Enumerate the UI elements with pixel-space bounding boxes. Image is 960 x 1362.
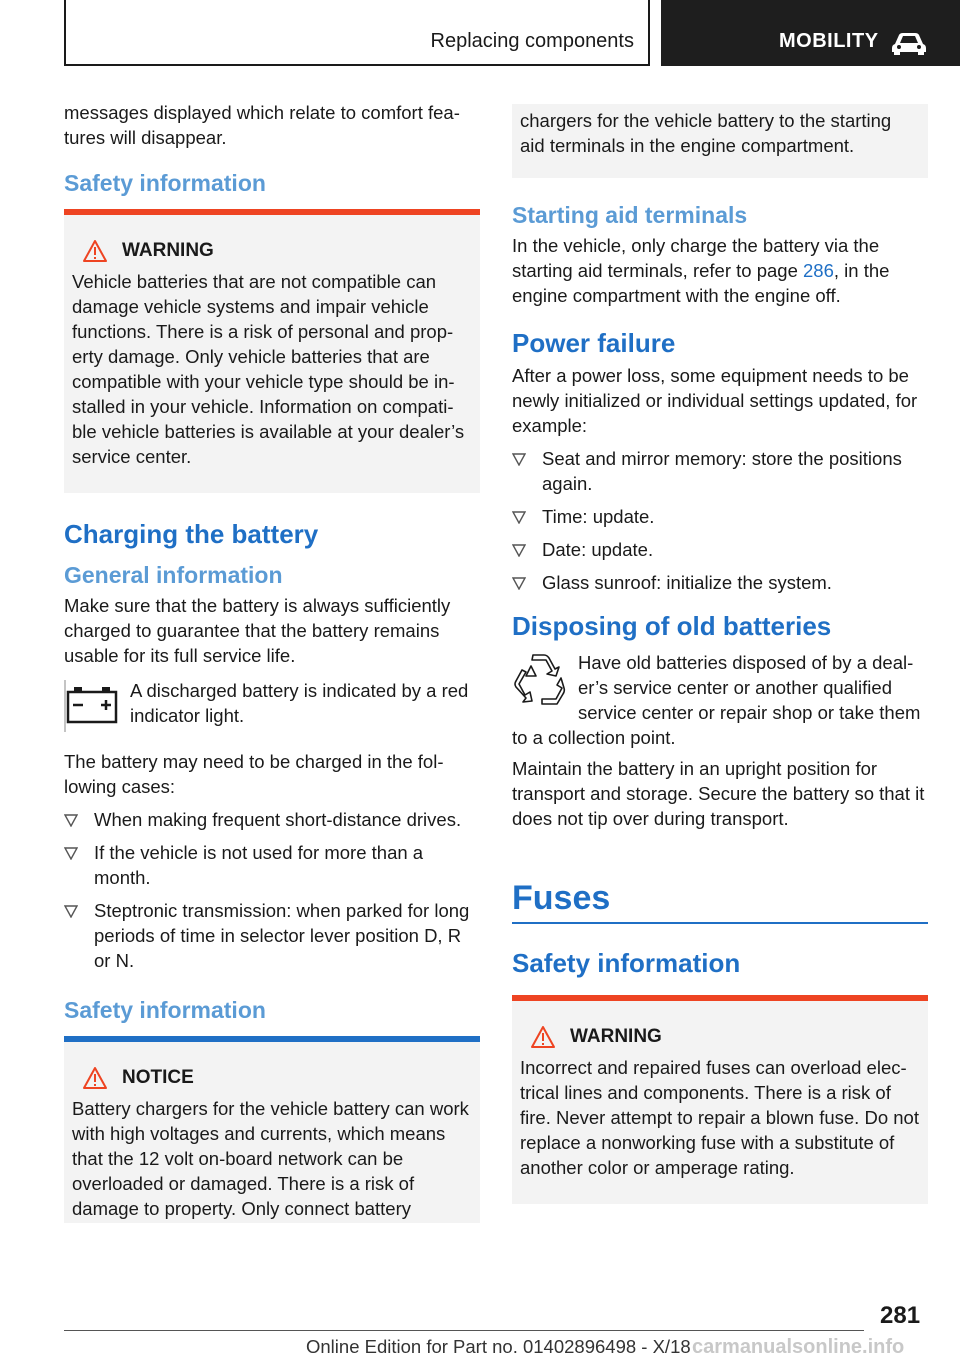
right-column: [512, 104, 928, 1204]
indicator-text: A discharged battery is indicated by a red indicator light.: [130, 680, 469, 726]
list-item: Date: update.: [512, 537, 928, 562]
power-heading: Power failure: [512, 328, 676, 358]
warning-text: Vehicle batteries that are not compatible can damage vehicle systems and impair vehicle functions. There is a risk of personal and prop-erty damage. Only vehicle batteries that are compatible with your vehicle type should be in-stalled in your vehicle. Information on compati-ble vehicle batteries is available at your dealer’s service center.: [72, 271, 465, 467]
warning-box: [64, 209, 480, 493]
triangle-bullet-icon: [64, 847, 78, 860]
warning-triangle-icon: [530, 1025, 556, 1049]
triangle-bullet-icon: [64, 814, 78, 827]
fuses-warning-text: Incorrect and repaired fuses can overload elec-trical lines and components. There is a risk of fire. Never attempt to repair a blown fuse. Do not replace a nonworking fuse with a substitute of another color or amperage rating.: [520, 1057, 919, 1178]
list-item: Steptronic transmission: when parked for long periods of time in selector lever position D, R or N.: [64, 898, 480, 973]
starting-heading: Starting aid terminals: [512, 202, 748, 228]
notice-triangle-icon: [82, 1066, 108, 1090]
left-column: [64, 100, 480, 1223]
page-header: [0, 0, 960, 66]
section-tab: [64, 0, 650, 66]
disposing-heading: Disposing of old batteries: [512, 611, 832, 641]
fuses-warning-title-row: [530, 1025, 920, 1049]
page-reference-link[interactable]: 286: [803, 260, 834, 281]
safety2-heading: Safety information: [64, 997, 266, 1023]
cases-text: The battery may need to be charged in the fol-lowing cases:: [64, 751, 444, 797]
notice-text: Battery chargers for the vehicle battery can work with high voltages and currents, which means that the 12 volt on-board network can be overloaded or damaged. There is a risk of damage to property. Only connect battery: [72, 1098, 469, 1219]
indicator-row: [64, 678, 480, 739]
list-item: Seat and mirror memory: store the positions again.: [512, 446, 928, 496]
disposing-text: Have old batteries disposed of by a deal-er’s service center or another qualified service center or repair shop or take them to a collection point.: [512, 652, 921, 748]
fuses-heading: Fuses: [512, 879, 928, 924]
triangle-bullet-icon: [512, 511, 526, 524]
warning-title: WARNING: [122, 240, 214, 261]
indicator-icon-wrap: [64, 678, 120, 739]
general-heading: General information: [64, 562, 283, 588]
triangle-bullet-icon: [64, 905, 78, 918]
section-title: Replacing components: [430, 30, 634, 52]
footer-edition: Online Edition for Part no. 01402896498 - X/18: [306, 1336, 691, 1357]
list-item: Time: update.: [512, 504, 928, 529]
intro-text: messages displayed which relate to comfort fea-tures will disappear.: [64, 102, 460, 148]
list-item: Glass sunroof: initialize the system.: [512, 570, 928, 595]
fuses-warning-box: [512, 995, 928, 1204]
chapter-title: MOBILITY: [779, 30, 879, 52]
power-list: [512, 446, 928, 595]
triangle-bullet-icon: [512, 453, 526, 466]
recycling-icon: [512, 652, 566, 706]
watermark: carmanualsonline.info: [692, 1336, 905, 1358]
footer-divider: [64, 1330, 864, 1331]
notice-title-row: [82, 1066, 472, 1090]
notice-title: NOTICE: [122, 1067, 194, 1088]
list-item: When making frequent short-distance drives.: [64, 807, 480, 832]
notice-continued-text: chargers for the vehicle battery to the starting aid terminals in the engine compartment.: [520, 110, 892, 156]
battery-icon: [64, 678, 120, 734]
fuses-warning-title: WARNING: [570, 1026, 662, 1047]
notice-box: [64, 1036, 480, 1223]
triangle-bullet-icon: [512, 544, 526, 557]
cases-list: [64, 807, 480, 973]
power-text: After a power loss, some equipment needs to be newly initialized or individual settings updated, for example:: [512, 365, 918, 436]
maintain-text: Maintain the battery in an upright position for transport and storage. Secure the battery so that it does not tip over during transport.: [512, 758, 925, 829]
general-text: Make sure that the battery is always sufficiently charged to guarantee that the battery remains usable for its full service life.: [64, 595, 451, 666]
safety-heading: Safety information: [64, 170, 266, 196]
list-item: If the vehicle is not used for more than a month.: [64, 840, 480, 890]
disposing-block: [512, 646, 928, 750]
chapter-tab: [661, 0, 960, 66]
charging-heading: Charging the battery: [64, 519, 319, 549]
warning-title-row: [82, 239, 472, 263]
car-icon: [889, 30, 929, 56]
starting-text: In the vehicle, only charge the battery via the starting aid terminals, refer to page 286, in the engine compartment with the engine off.: [512, 235, 890, 306]
warning-triangle-icon: [82, 239, 108, 263]
fuses-safety-heading: Safety information: [512, 948, 741, 978]
page-number: 281: [880, 1302, 921, 1329]
notice-continued-box: [512, 104, 928, 178]
triangle-bullet-icon: [512, 577, 526, 590]
